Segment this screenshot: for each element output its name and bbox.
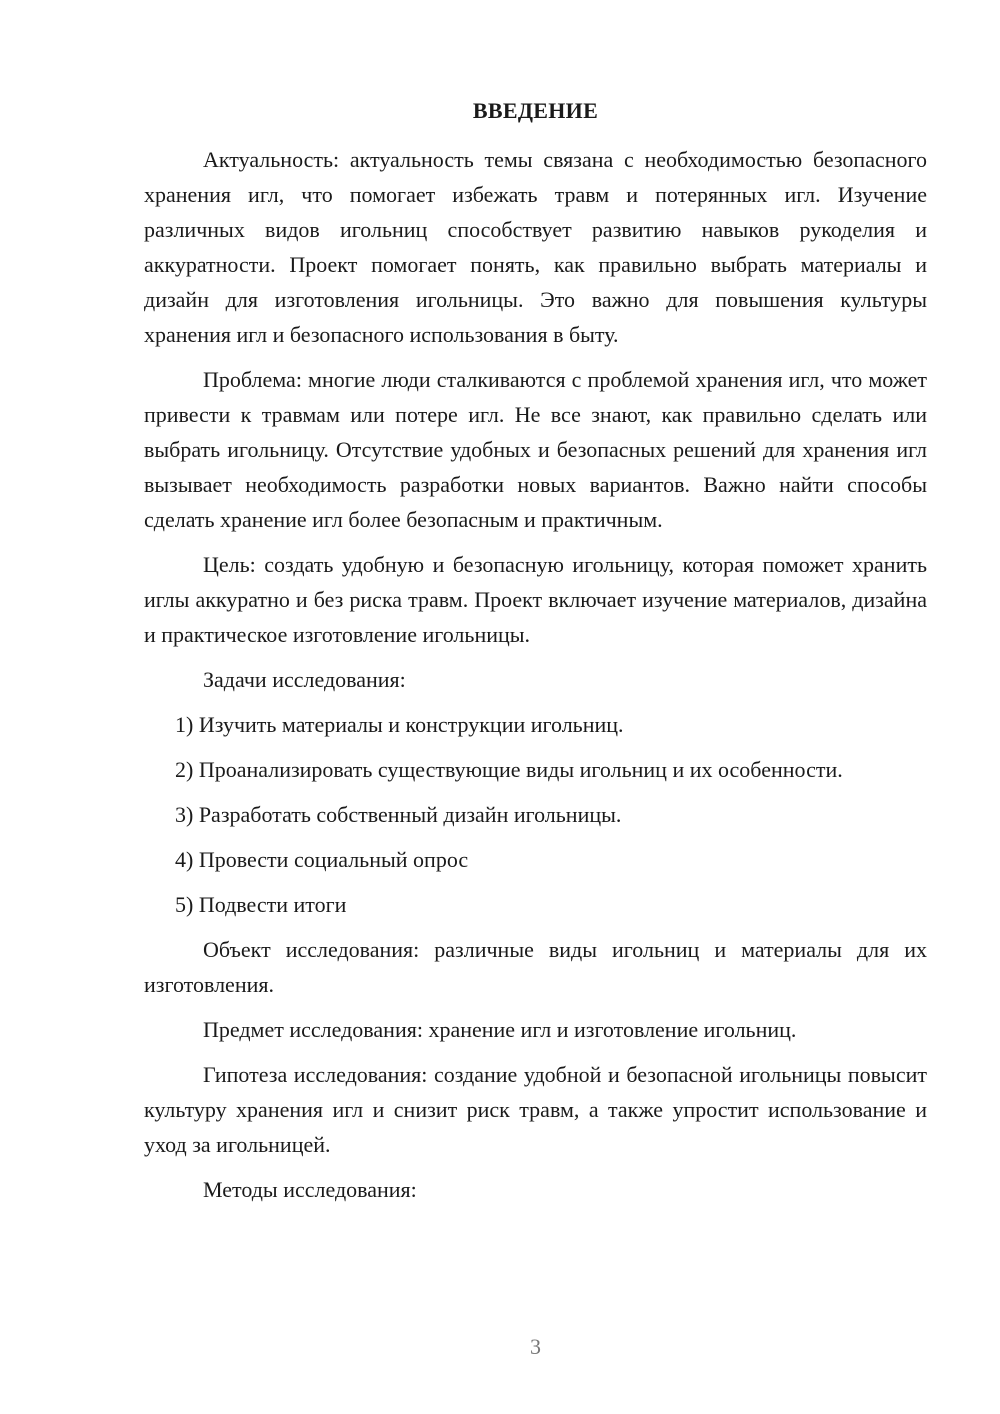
methods-heading: Методы исследования:	[203, 1177, 417, 1202]
task-item-2: 2) Проанализировать существующие виды игольниц и их особенности.	[175, 757, 843, 782]
paragraph-relevance: Актуальность: актуальность темы связана с необходимостью безопасного хранения игл, что помогает избежать травм и потерянных игл. Изучение различных видов игольниц способствует развитию навыков рукоделия и аккуратности. Проект помогает понять, как правильно выбрать материалы и дизайн для изготовления игольницы. Это важно для повышения культуры хранения игл и безопасного использования в быту.	[144, 147, 927, 347]
document-page	[144, 0, 927, 1414]
paragraph-object: Объект исследования: различные виды игольниц и материалы для их изготовления.	[144, 937, 927, 997]
page-title: ВВЕДЕНИЕ	[472, 98, 599, 123]
task-item-1: 1) Изучить материалы и конструкции игольниц.	[175, 712, 624, 737]
page-number: 3	[530, 1334, 541, 1359]
task-item-5: 5) Подвести итоги	[175, 892, 347, 917]
paragraph-subject: Предмет исследования: хранение игл и изготовление игольниц.	[203, 1017, 797, 1042]
task-item-4: 4) Провести социальный опрос	[175, 847, 469, 872]
task-item-3: 3) Разработать собственный дизайн игольницы.	[175, 802, 622, 827]
paragraph-problem: Проблема: многие люди сталкиваются с проблемой хранения игл, что может привести к травмам или потере игл. Не все знают, как правильно сделать или выбрать игольницу. Отсутствие удобных и безопасных решений для хранения игл вызывает необходимость разработки новых вариантов. Важно найти способы сделать хранение игл более безопасным и практичным.	[144, 367, 927, 532]
paragraph-goal: Цель: создать удобную и безопасную игольницу, которая поможет хранить иглы аккуратно и без риска травм. Проект включает изучение материалов, дизайна и практическое изготовление игольницы.	[144, 552, 927, 647]
tasks-heading: Задачи исследования:	[203, 667, 406, 692]
paragraph-hypothesis: Гипотеза исследования: создание удобной и безопасной игольницы повысит культуру хранения игл и снизит риск травм, а также упростит использование и уход за игольницей.	[144, 1062, 927, 1157]
tasks-list	[144, 707, 927, 922]
document-body	[144, 142, 927, 1217]
